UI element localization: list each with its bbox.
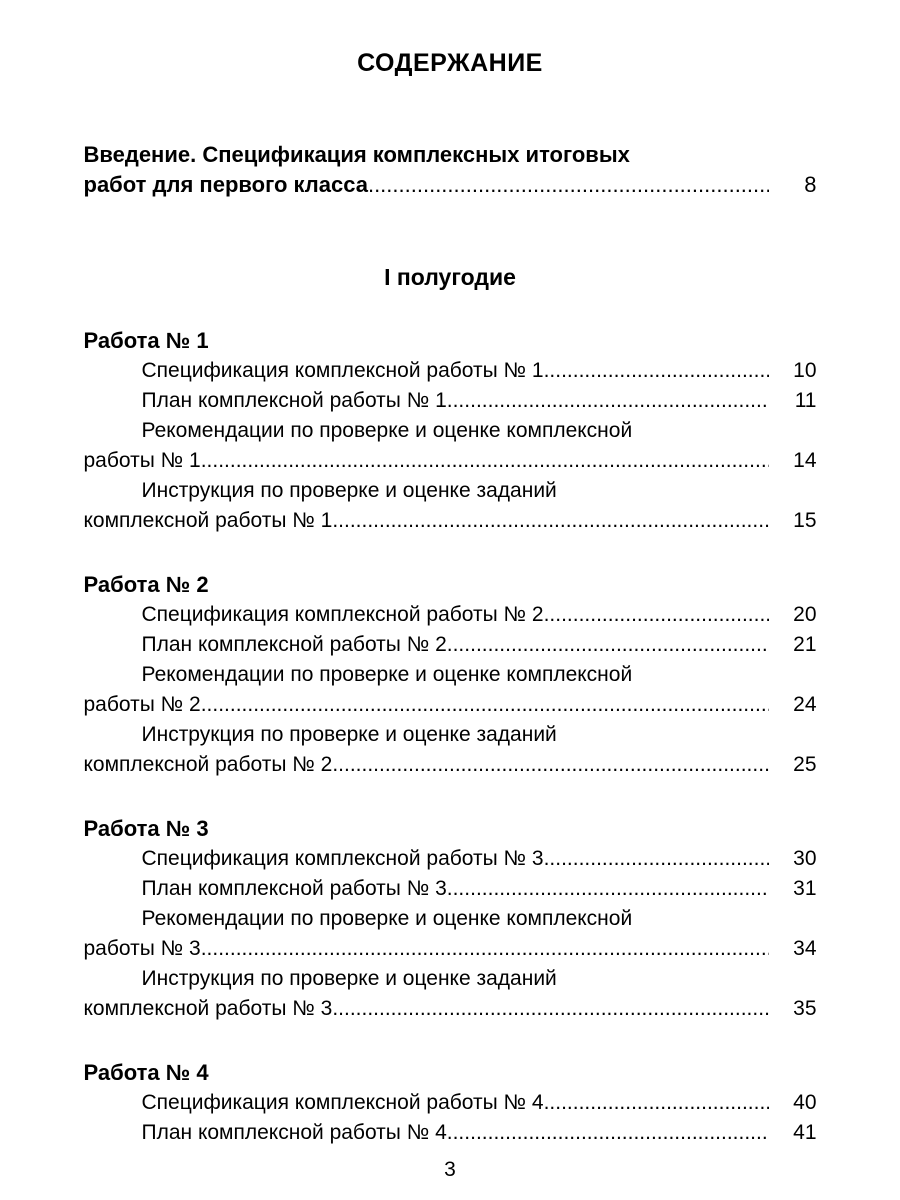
toc-entry xyxy=(84,386,817,416)
toc-entry-text: Инструкция по проверке и оценке заданий xyxy=(141,967,557,990)
dot-leader xyxy=(332,994,768,1024)
toc-entry-line xyxy=(84,660,817,690)
toc-entry-text: Спецификация комплексной работы № 4 xyxy=(141,1091,544,1114)
dot-leader xyxy=(544,1088,769,1118)
toc-entry xyxy=(84,720,817,780)
toc-intro-line xyxy=(84,170,817,200)
toc-entry-page: 35 xyxy=(793,997,817,1020)
toc-entry-line xyxy=(84,416,817,446)
toc-entry-line xyxy=(84,750,817,780)
toc-entry-text: План комплексной работы № 3 xyxy=(141,877,447,900)
toc-entry-page: 11 xyxy=(794,389,817,412)
toc-entry xyxy=(84,660,817,720)
dot-leader xyxy=(544,356,769,386)
toc-entry-page: 25 xyxy=(793,753,817,776)
page-title: СОДЕРЖАНИЕ xyxy=(357,49,543,77)
toc-entry xyxy=(84,964,817,1024)
toc-entry-line xyxy=(84,690,817,720)
toc-entry-text: Введение. Спецификация комплексных итоговых xyxy=(83,142,630,167)
toc-entry-text: Спецификация комплексной работы № 2 xyxy=(141,603,544,626)
toc-entry xyxy=(84,1118,817,1148)
toc-entry-line xyxy=(84,994,817,1024)
toc-entry xyxy=(84,600,817,630)
toc-page xyxy=(84,0,817,1148)
work-title: Работа № 4 xyxy=(83,1060,209,1085)
toc-entry-page: 40 xyxy=(793,1091,817,1114)
dot-leader xyxy=(447,630,769,660)
toc-entry-text: Рекомендации по проверке и оценке комплексной xyxy=(141,907,633,930)
dot-leader xyxy=(201,446,769,476)
toc-entry-text: Рекомендации по проверке и оценке комплексной xyxy=(141,419,633,442)
dot-leader xyxy=(332,506,768,536)
toc-entry-page: 41 xyxy=(793,1121,817,1144)
work-title: Работа № 1 xyxy=(83,328,209,353)
toc-entry-text: комплексной работы № 3 xyxy=(83,997,333,1020)
toc-entry-page: 34 xyxy=(793,937,817,960)
toc-entry-text: План комплексной работы № 4 xyxy=(141,1121,447,1144)
toc-entry-line xyxy=(84,506,817,536)
dot-leader xyxy=(447,1118,769,1148)
section-heading: I полугодие xyxy=(384,264,516,290)
toc-entry-text: Инструкция по проверке и оценке заданий xyxy=(141,479,557,502)
toc-entry-page: 20 xyxy=(793,603,817,626)
toc-entry xyxy=(84,476,817,536)
toc-entry xyxy=(84,844,817,874)
toc-entry-text: Инструкция по проверке и оценке заданий xyxy=(141,723,557,746)
toc-entry-text: работ для первого класса xyxy=(83,172,368,197)
dot-leader xyxy=(544,600,769,630)
work-title: Работа № 2 xyxy=(83,572,209,597)
toc-intro-entry xyxy=(84,140,817,200)
toc-entry xyxy=(84,356,817,386)
dot-leader xyxy=(201,934,769,964)
toc-entry xyxy=(84,1088,817,1118)
toc-entry-page: 31 xyxy=(793,877,817,900)
toc-entry-line xyxy=(84,934,817,964)
toc-entry-text: работы № 1 xyxy=(83,449,201,472)
dot-leader xyxy=(368,170,769,200)
toc-entry-page: 14 xyxy=(793,449,817,472)
toc-work-section xyxy=(84,326,817,536)
toc-entry xyxy=(84,416,817,476)
toc-entry-text: Спецификация комплексной работы № 1 xyxy=(141,359,544,382)
toc-entry-text: комплексной работы № 1 xyxy=(83,509,333,532)
toc-entry-page: 15 xyxy=(793,509,817,532)
work-title: Работа № 3 xyxy=(83,816,209,841)
toc-entry-page: 21 xyxy=(793,633,817,656)
toc-entry xyxy=(84,904,817,964)
toc-entry-text: Рекомендации по проверке и оценке комплексной xyxy=(141,663,633,686)
toc-entry-text: комплексной работы № 2 xyxy=(83,753,333,776)
toc-entry-page: 8 xyxy=(804,172,817,197)
toc-work-section xyxy=(84,570,817,780)
dot-leader xyxy=(201,690,769,720)
dot-leader xyxy=(447,874,769,904)
toc-entry-text: работы № 2 xyxy=(83,693,201,716)
toc-intro-line xyxy=(84,140,817,170)
page-number: 3 xyxy=(444,1158,456,1181)
toc-entry-line xyxy=(84,720,817,750)
toc-entry xyxy=(84,874,817,904)
toc-entry-page: 30 xyxy=(793,847,817,870)
toc-work-section xyxy=(84,814,817,1024)
toc-entry-line xyxy=(84,904,817,934)
toc-entry xyxy=(84,630,817,660)
toc-entry-line xyxy=(84,964,817,994)
toc-entry-text: План комплексной работы № 1 xyxy=(141,389,447,412)
toc-entry-text: работы № 3 xyxy=(83,937,201,960)
toc-entry-page: 24 xyxy=(793,693,817,716)
toc-entry-line xyxy=(84,446,817,476)
toc-entry-text: План комплексной работы № 2 xyxy=(141,633,447,656)
toc-work-section xyxy=(84,1058,817,1148)
dot-leader xyxy=(544,844,769,874)
toc-entry-page: 10 xyxy=(793,359,817,382)
dot-leader xyxy=(447,386,769,416)
dot-leader xyxy=(332,750,768,780)
toc-entry-text: Спецификация комплексной работы № 3 xyxy=(141,847,544,870)
toc-entry-line xyxy=(84,476,817,506)
